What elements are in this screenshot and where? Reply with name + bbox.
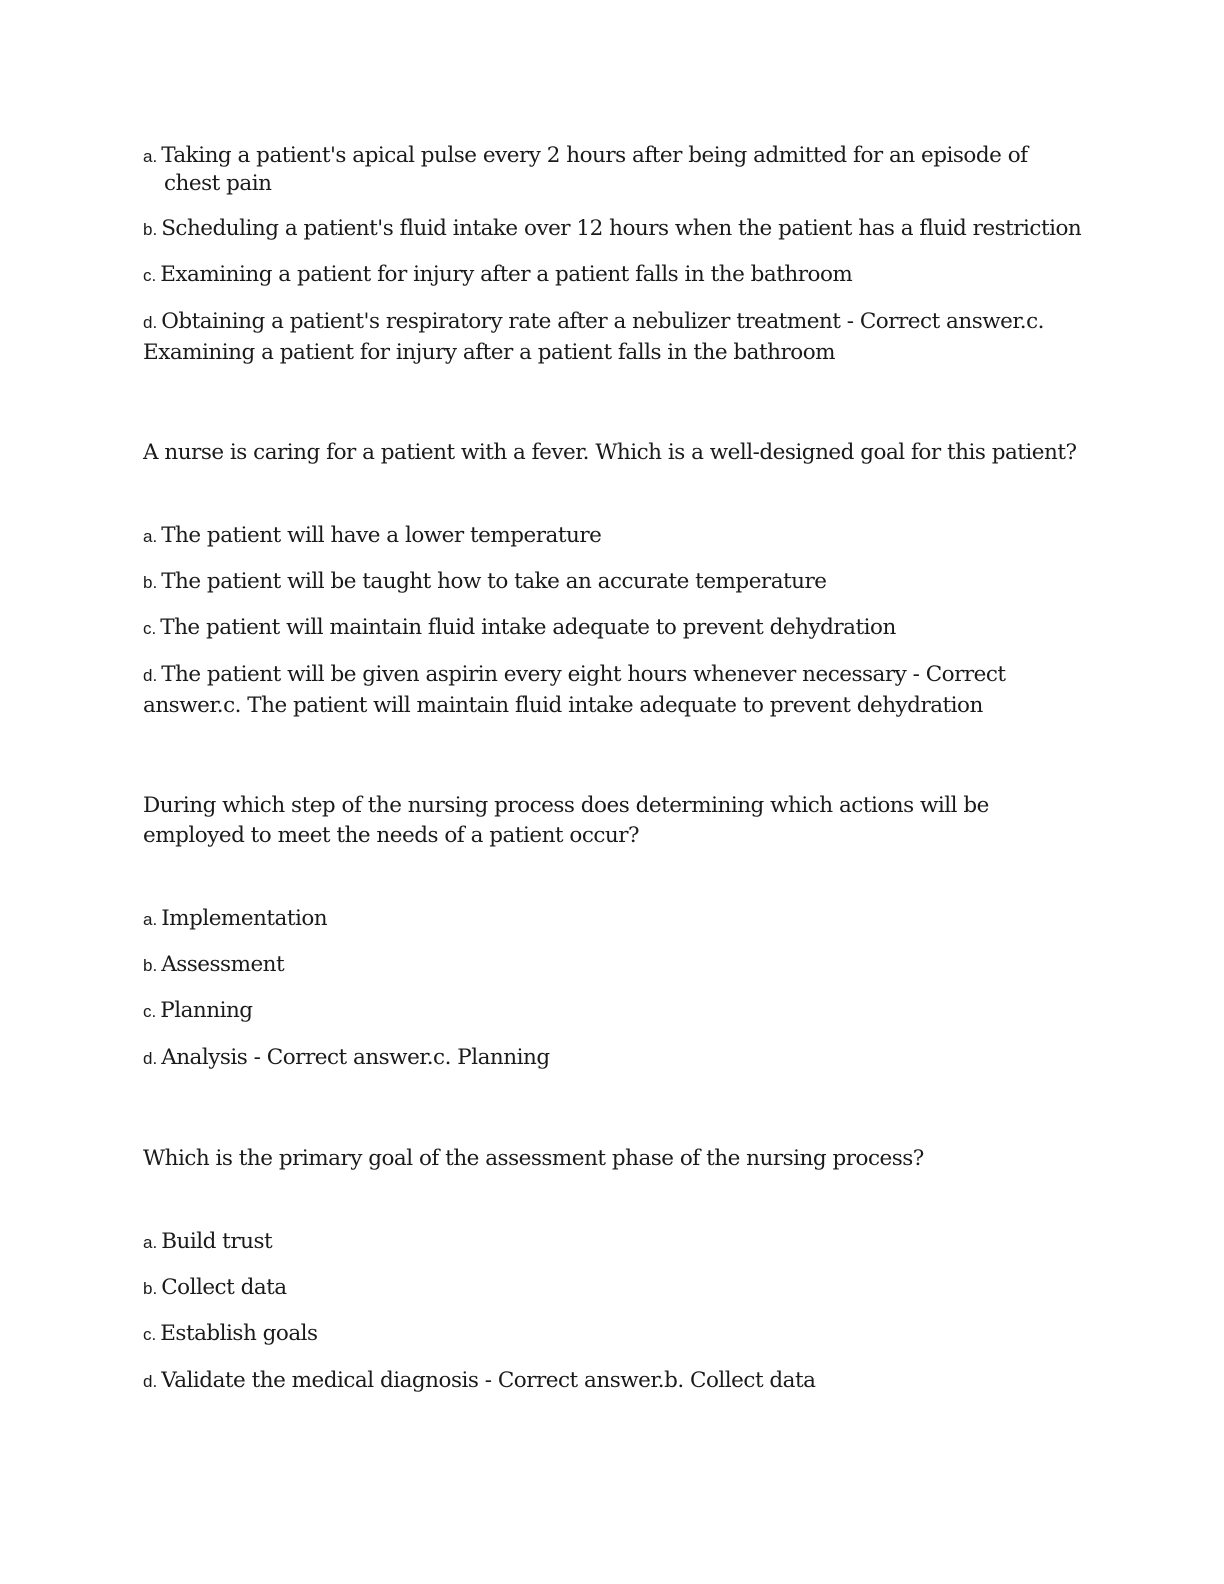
question-block [143, 438, 1083, 721]
option-text: Obtaining a patient's respiratory rate after a nebulizer treatment - Correct answer.c. Examining a patient for injury after a patient falls in the bathroom [143, 309, 1044, 365]
option-marker: b. [143, 956, 158, 975]
option-marker: d. [143, 313, 158, 332]
option-d-with-answer [143, 307, 1083, 368]
question-block [143, 142, 1083, 368]
option-marker: d. [143, 666, 158, 685]
option-b [143, 568, 1083, 596]
option-marker: c. [143, 1325, 157, 1344]
option-marker: b. [143, 220, 158, 239]
option-b [143, 1274, 1083, 1302]
option-c [143, 614, 1083, 642]
question-text: During which step of the nursing process does determining which actions will be employed to meet the needs of a patient occur? [143, 793, 989, 848]
option-marker: b. [143, 573, 158, 592]
option-text: Planning [160, 998, 253, 1023]
option-d-with-answer [143, 660, 1083, 721]
option-text: Examining a patient for injury after a patient falls in the bathroom [160, 262, 853, 287]
option-text: Scheduling a patient's fluid intake over 12 hours when the patient has a fluid restriction [161, 216, 1082, 241]
option-d-with-answer [143, 1043, 1083, 1074]
option-text: Establish goals [160, 1321, 318, 1346]
option-b [143, 215, 1083, 243]
option-marker: b. [143, 1279, 158, 1298]
option-text: The patient will be given aspirin every eight hours whenever necessary - Correct answer.c. The patient will maintain fluid intake adequate to prevent dehydration [143, 662, 1006, 718]
option-text: Analysis - Correct answer.c. Planning [161, 1045, 550, 1070]
question-block [143, 791, 1083, 1074]
question-block [143, 1144, 1083, 1397]
option-marker: a. [143, 527, 158, 546]
option-marker: c. [143, 266, 157, 285]
option-marker: a. [143, 910, 158, 929]
option-text: The patient will maintain fluid intake adequate to prevent dehydration [160, 615, 896, 640]
question-text: Which is the primary goal of the assessment phase of the nursing process? [143, 1146, 924, 1171]
option-marker: d. [143, 1049, 158, 1068]
option-text: Taking a patient's apical pulse every 2 hours after being admitted for an episode of chest pain [161, 143, 1028, 196]
page-content [143, 142, 1083, 1415]
option-c [143, 997, 1083, 1025]
option-text: Implementation [161, 906, 328, 931]
option-text: Build trust [161, 1229, 273, 1254]
option-text: Validate the medical diagnosis - Correct answer.b. Collect data [161, 1368, 816, 1393]
option-text: The patient will have a lower temperature [161, 523, 602, 548]
question-text: A nurse is caring for a patient with a fever. Which is a well-designed goal for this patient? [143, 440, 1077, 465]
option-c [143, 261, 1083, 289]
option-text: Collect data [161, 1275, 287, 1300]
option-a [143, 142, 1083, 197]
option-d-with-answer [143, 1366, 1083, 1397]
option-b [143, 951, 1083, 979]
option-marker: c. [143, 619, 157, 638]
option-marker: a. [143, 147, 158, 166]
option-marker: c. [143, 1002, 157, 1021]
option-text: The patient will be taught how to take an accurate temperature [161, 569, 827, 594]
option-marker: d. [143, 1372, 158, 1391]
option-marker: a. [143, 1233, 158, 1252]
option-c [143, 1320, 1083, 1348]
option-a [143, 1228, 1083, 1256]
option-a [143, 905, 1083, 933]
option-a [143, 522, 1083, 550]
option-text: Assessment [161, 952, 285, 977]
